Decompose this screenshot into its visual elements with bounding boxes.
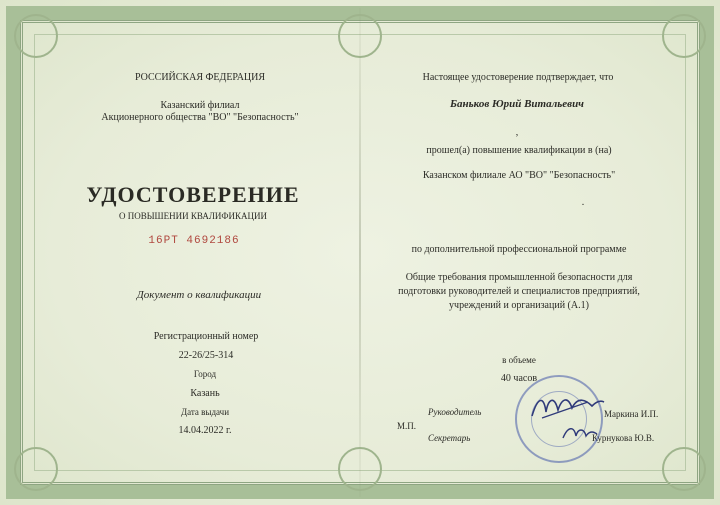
head-signature-icon	[528, 390, 608, 424]
registration-number: 22-26/25-314	[178, 350, 234, 361]
secretary-label: Секретарь	[428, 433, 471, 443]
separator-dot: .	[581, 197, 585, 208]
city-value: Казань	[190, 388, 220, 399]
separator-comma: ,	[515, 127, 519, 138]
program-line-1: Общие требования промышленной безопасности для	[405, 272, 633, 283]
page-fold	[359, 8, 361, 497]
passed-text: прошел(а) повышение квалификации в (на)	[426, 145, 612, 156]
registration-label: Регистрационный номер	[153, 331, 259, 342]
program-line-3: учреждений и организаций (А.1)	[449, 300, 589, 311]
seal-place-label: М.П.	[397, 421, 417, 431]
confirm-text: Настоящее удостоверение подтверждает, что	[422, 72, 614, 83]
branch-line-1: Казанский филиал	[160, 100, 240, 111]
corner-ornament-icon	[338, 14, 382, 58]
corner-ornament-icon	[338, 447, 382, 491]
issue-date: 14.04.2022 г.	[178, 425, 232, 436]
certificate-title: УДОСТОВЕРЕНИЕ	[86, 182, 300, 207]
program-line-2: подготовки руководителей и специалистов предприятий,	[398, 286, 640, 297]
head-label: Руководитель	[428, 407, 482, 417]
country-name: РОССИЙСКАЯ ФЕДЕРАЦИЯ	[134, 72, 266, 83]
document-type: Документ о квалификации	[136, 289, 262, 301]
corner-ornament-icon	[14, 14, 58, 58]
city-label: Город	[193, 369, 217, 379]
institution-name: Казанском филиале АО "ВО" "Безопасность"	[422, 170, 616, 181]
secretary-name: Курнукова Ю.В.	[592, 433, 655, 443]
branch-line-2: Акционерного общества "ВО" "Безопасность"	[101, 112, 299, 123]
head-name: Маркина И.П.	[604, 409, 659, 419]
serial-number: 16РТ 4692186	[148, 235, 240, 247]
corner-ornament-icon	[14, 447, 58, 491]
volume-label: в объеме	[502, 355, 536, 365]
program-label: по дополнительной профессиональной программе	[411, 244, 627, 255]
holder-name: Баньков Юрий Витальевич	[450, 98, 584, 110]
secretary-signature-icon	[560, 424, 600, 444]
date-label: Дата выдачи	[180, 407, 230, 417]
corner-ornament-icon	[662, 447, 706, 491]
certificate-subtitle: О ПОВЫШЕНИИ КВАЛИФИКАЦИИ	[118, 211, 268, 221]
hours-value: 40 часов	[500, 373, 538, 384]
corner-ornament-icon	[662, 14, 706, 58]
